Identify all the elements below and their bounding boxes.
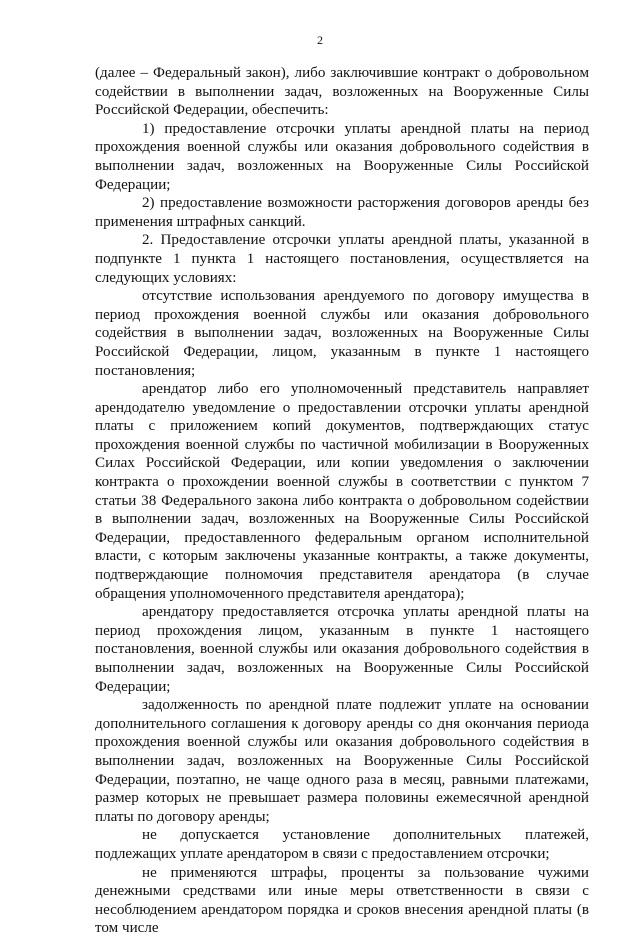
paragraph-condition-deferral: арендатору предоставляется отсрочка уплаты арендной платы на период прохождения лицом, указанным в пункте 1 настоящего постановления, военной службы или оказания добровольного содействия в выполнении задач, возложенных на Вооруженные Силы Российской Федерации; (95, 604, 589, 695)
paragraph-subitem-2: 2) предоставление возможности расторжения договоров аренды без применения штрафных санкций. (95, 195, 589, 230)
page-number: 2 (317, 33, 323, 47)
paragraph-condition-no-use: отсутствие использования арендуемого по договору имущества в период прохождения военной службы или оказания добровольного содействия в выполнении задач, возложенных на Вооруженные Силы Российской Федерации, лицом, указанным в пункте 1 настоящего постановления; (95, 288, 589, 379)
paragraph-condition-debt-payment: задолженность по арендной плате подлежит уплате на основании дополнительного соглашения к договору аренды со дня окончания периода прохождения военной службы или оказания добровольного содействия в выполнении задач, возложенных на Вооруженные Силы Российской Федерации, поэтапно, не чаще одного раза в месяц, равными платежами, размер которых не превышает размера половины ежемесячной арендной платы по договору аренды; (95, 697, 589, 825)
document-body (95, 64, 589, 938)
paragraph-subitem-1: 1) предоставление отсрочки уплаты арендной платы на период прохождения военной службы или оказания добровольного содействия в выполнении задач, возложенных на Вооруженные Силы Российской Федерации; (95, 120, 589, 193)
paragraph-condition-notification: арендатор либо его уполномоченный представитель направляет арендодателю уведомление о предоставлении отсрочки уплаты арендной платы с приложением копий документов, подтверждающих статус прохождения военной службы по частичной мобилизации в Вооруженных Силах Российской Федерации, или копии уведомления о заключении контракта о прохождении военной службы в соответствии с пунктом 7 статьи 38 Федерального закона либо контракта о добровольном содействии в выполнении задач, возложенных на Вооруженные Силы Российской Федерации, предоставленного федеральным органом исполнительной власти, с которым заключены указанные контракты, а также документы, подтверждающие полномочия представителя арендатора (в случае обращения уполномоченного представителя арендатора); (95, 381, 589, 602)
paragraph-condition-no-extra-payments: не допускается установление дополнительных платежей, подлежащих уплате арендатором в связи с предоставлением отсрочки; (95, 827, 589, 862)
paragraph-condition-no-penalties: не применяются штрафы, проценты за пользование чужими денежными средствами или иные меры ответственности в связи с несоблюдением арендатором порядка и сроков внесения арендной платы (в том числе (95, 864, 589, 937)
paragraph-intro-continuation: (далее – Федеральный закон), либо заключившие контракт о добровольном содействии в выполнении задач, возложенных на Вооруженные Силы Российской Федерации, обеспечить: (95, 65, 589, 119)
paragraph-item-2: 2. Предоставление отсрочки уплаты арендной платы, указанной в подпункте 1 пункта 1 настоящего постановления, осуществляется на следующих условиях: (95, 232, 589, 286)
